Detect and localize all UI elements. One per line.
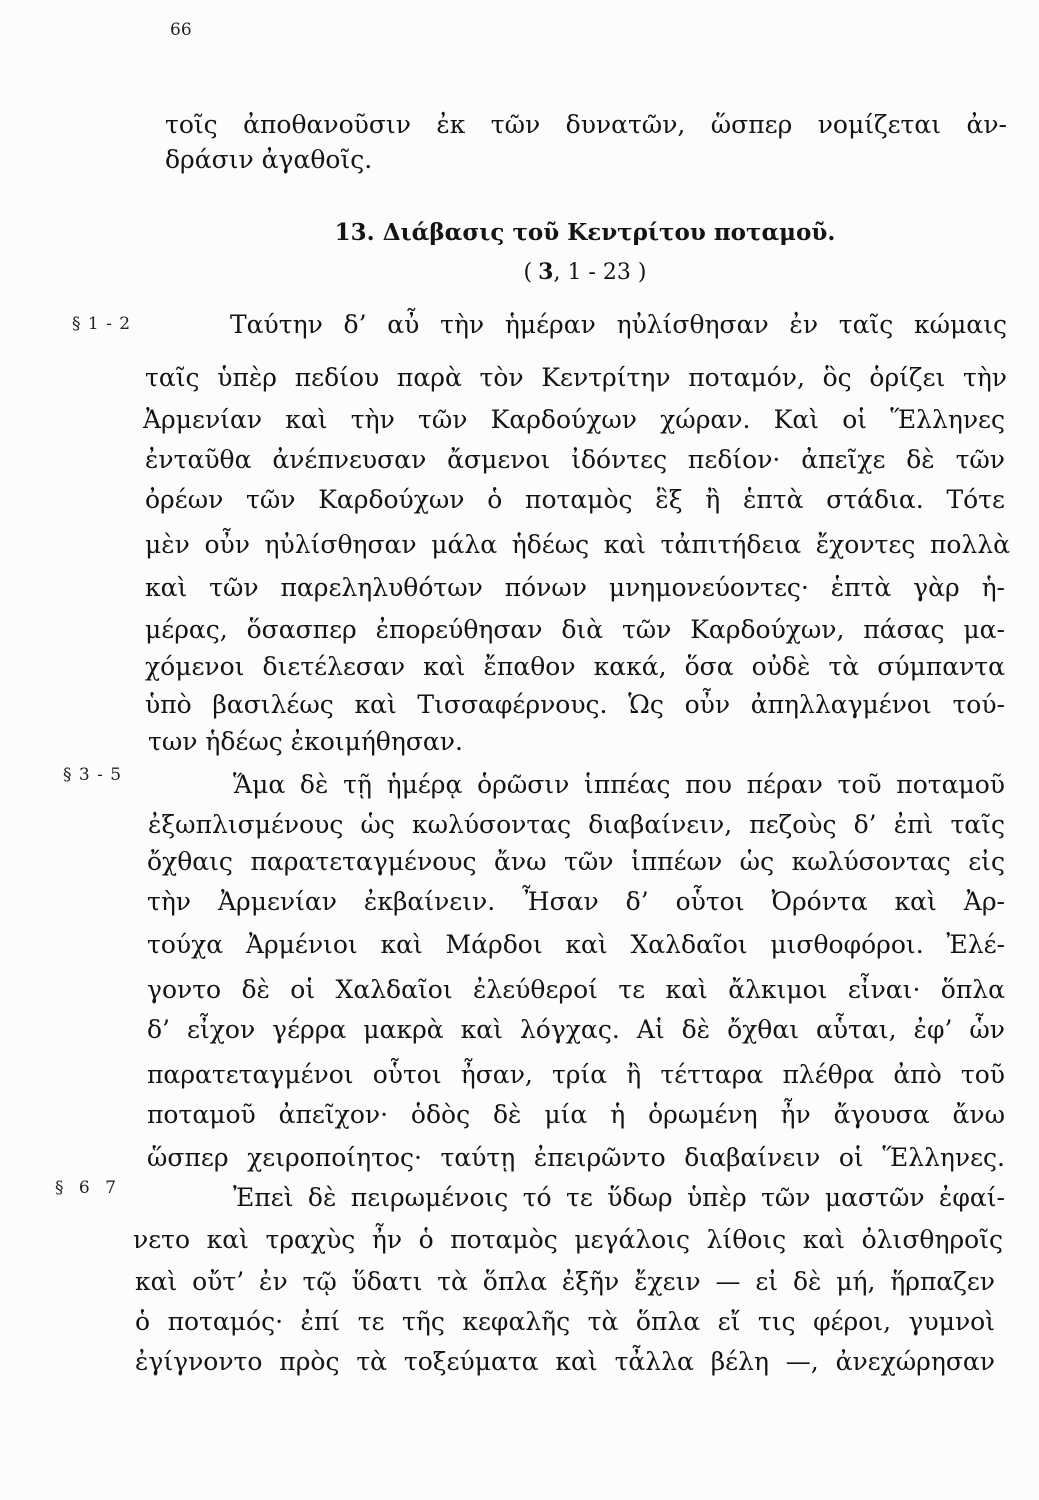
text-line: δ’ εἶχον γέρρα μακρὰ καὶ λόγχας. Αἱ δὲ ὄχθαι αὗται, ἐφ’ ὧν: [147, 1015, 1005, 1044]
section-marker: § 1 - 2: [72, 314, 132, 334]
reference-range: , 1 - 23 ): [553, 260, 647, 285]
text-line: τὴν Ἀρμενίαν ἐκβαίνειν. Ἦσαν δ’ οὗτοι Ὀρόντα καὶ Ἀρ-: [147, 887, 1005, 916]
text-line: ἐξωπλισμένους ὡς κωλύσοντας διαβαίνειν, πεζοὺς δ’ ἐπὶ ταῖς: [148, 810, 1005, 839]
text-line: ταῖς ὑπὲρ πεδίου παρὰ τὸν Κεντρίτην ποταμόν, ὃς ὁρίζει τὴν: [145, 363, 1007, 392]
text-line: ποταμοῦ ἀπεῖχον· ὁδὸς δὲ μία ἡ ὁρωμένη ἦν ἄγουσα ἄνω: [147, 1100, 1005, 1129]
page-number: 66: [170, 20, 192, 40]
text-line: μέρας, ὅσασπερ ἐπορεύθησαν διὰ τῶν Καρδούχων, πάσας μα-: [145, 615, 1005, 644]
text-line: Ταύτην δ’ αὖ τὴν ἡμέραν ηὐλίσθησαν ἐν ταῖς κώμαις: [230, 310, 1007, 339]
text-line: ὄχθαις παρατεταγμένους ἄνω τῶν ἱππέων ὡς κωλύσοντας εἰς: [147, 847, 1005, 876]
reference-book: 3: [538, 259, 554, 285]
text-line: ἐγίγνοντο πρὸς τὰ τοξεύματα καὶ τἆλλα βέλη —, ἀνεχώρησαν: [135, 1347, 995, 1376]
text-line: Ἅμα δὲ τῇ ἡμέρᾳ ὁρῶσιν ἱππέας που πέραν τοῦ ποταμοῦ: [233, 770, 1005, 799]
text-line: ὑπὸ βασιλέως καὶ Τισσαφέρνους. Ὡς οὖν ἀπηλλαγμένοι τού-: [145, 690, 1005, 719]
text-line: ὁ ποταμός· ἐπί τε τῆς κεφαλῆς τὰ ὅπλα εἴ τις φέροι, γυμνοὶ: [135, 1307, 995, 1336]
text-line: νετο καὶ τραχὺς ἦν ὁ ποταμὸς μεγάλοις λίθοις καὶ ὀλισθηροῖς: [133, 1225, 1003, 1254]
text-line: τούχα Ἀρμένιοι καὶ Μάρδοι καὶ Χαλδαῖοι μισθοφόροι. Ἐλέ-: [147, 930, 1005, 959]
text-line: τοῖς ἀποθανοῦσιν ἐκ τῶν δυνατῶν, ὥσπερ νομίζεται ἀν-: [165, 110, 1007, 139]
text-line: ἐνταῦθα ἀνέπνευσαν ἄσμενοι ἰδόντες πεδίον· ἀπεῖχε δὲ τῶν: [145, 445, 1005, 474]
text-line: δράσιν ἀγαθοῖς.: [165, 145, 373, 174]
section-marker: § 3 - 5: [63, 765, 123, 785]
text-line: καὶ τῶν παρεληλυθότων πόνων μνημονεύοντες· ἑπτὰ γὰρ ἡ-: [145, 573, 1005, 602]
text-line: ὥσπερ χειροποίητος· ταύτῃ ἐπειρῶντο διαβαίνειν οἱ Ἕλληνες.: [147, 1143, 1005, 1172]
text-line: Ἐπεὶ δὲ πειρωμένοις τό τε ὕδωρ ὑπὲρ τῶν μαστῶν ἐφαί-: [233, 1183, 1005, 1212]
text-line: καὶ οὔτ’ ἐν τῷ ὕδατι τὰ ὅπλα ἐξῆν ἔχειν — εἰ δὲ μή, ἥρπαζεν: [135, 1267, 995, 1296]
section-heading: 13. Διάβασις τοῦ Κεντρίτου ποταμοῦ.: [334, 219, 836, 246]
reference-open: (: [523, 260, 533, 285]
text-line: γοντο δὲ οἱ Χαλδαῖοι ἐλεύθεροί τε καὶ ἄλκιμοι εἶναι· ὅπλα: [147, 975, 1005, 1004]
text-line: Ἀρμενίαν καὶ τὴν τῶν Καρδούχων χώραν. Καὶ οἱ Ἕλληνες: [143, 405, 1005, 434]
section-marker: § 6 7: [55, 1178, 117, 1198]
text-line: ὀρέων τῶν Καρδούχων ὁ ποταμὸς ἓξ ἢ ἑπτὰ στάδια. Τότε: [145, 485, 1005, 514]
text-line: των ἡδέως ἐκοιμήθησαν.: [148, 727, 463, 756]
text-line: παρατεταγμένοι οὗτοι ἦσαν, τρία ἢ τέτταρα πλέθρα ἀπὸ τοῦ: [147, 1060, 1005, 1089]
text-line: χόμενοι διετέλεσαν καὶ ἔπαθον κακά, ὅσα οὐδὲ τὰ σύμπαντα: [145, 652, 1005, 681]
section-reference: [470, 256, 700, 288]
text-line: μὲν οὖν ηὐλίσθησαν μάλα ἡδέως καὶ τἀπιτήδεια ἔχοντες πολλὰ: [145, 530, 1010, 559]
